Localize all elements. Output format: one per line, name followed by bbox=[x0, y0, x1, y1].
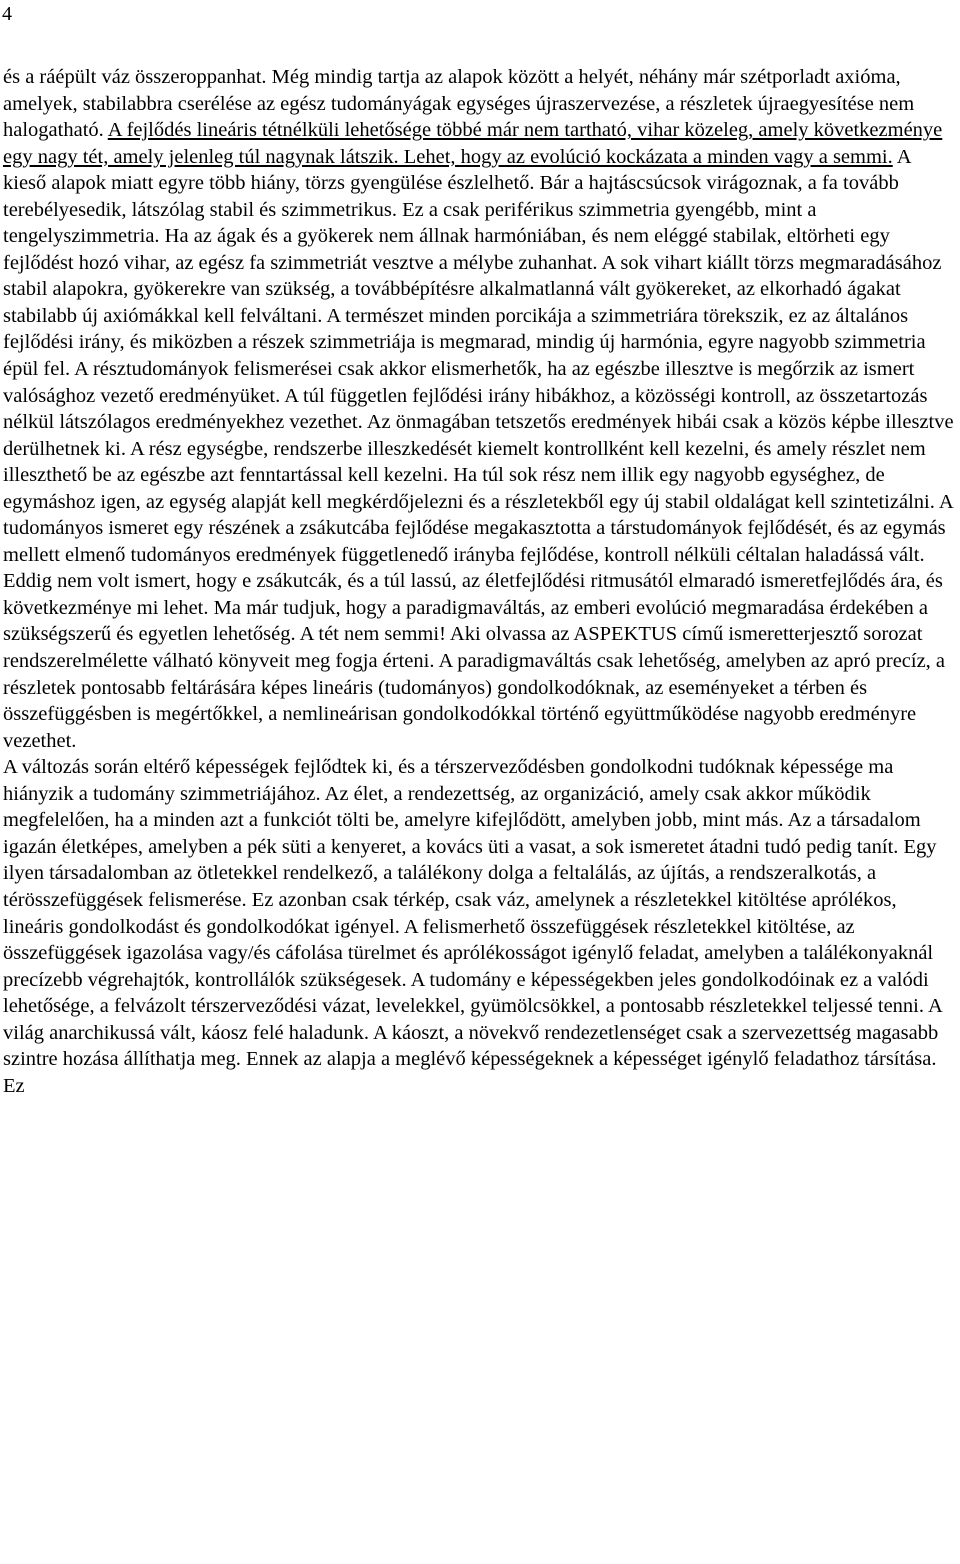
paragraph-1-text-b: A kieső alapok miatt egyre több hiány, törzs gyengülése észlelhető. Bár a hajtáscsúcsok virágoznak, a fa tovább terebélyesedik, látszólag stabil és szimmetrikus. Ez a csak periférikus szimmetria gyengébb, mint a tengelyszimmetria. Ha az ágak és a gyökerek nem állnak harmóniában, és nem eléggé stabilak, eltörheti egy fejlődést hozó vihar, az egész fa szimmetriát vesztve a mélybe zuhanhat. A sok vihart kiállt törzs megmaradásához stabil alapokra, gyökerekre van szükség, a továbbépítésre alkalmatlanná vált gyökereket, az elkorhadó ágakat stabilabb új axiómákkal kell felváltani. A természet minden porcikája a szimmetriára törekszik, ez az általános fejlődési irány, és miközben a részek szimmetriája is megmarad, mindig új harmónia, egyre nagyobb szimmetria épül fel. A résztudományok felismerései csak akkor elismerhetők, ha az egészbe illesztve is megőrzik az ismert valósághoz vezető eredményüket. A túl független fejlődési irány hibákhoz, a közösségi kontroll, az összetartozás nélkül látszólagos eredményekhez vezethet. Az önmagában tetszetős eredmények hibái csak a közös képbe illesztve derülhetnek ki. A rész egységbe, rendszerbe illeszkedését kiemelt kontrollként kell kezelni, és amely részlet nem illeszthető be az egészbe azt fenntartással kell kezelni. Ha túl sok rész nem illik egy nagyobb egységhez, de egymáshoz igen, az egység alapját kell megkérdőjelezni és a részletekből egy új stabil oldalágat kell szintetizálni. A tudományos ismeret egy részének a zsákutcába fejlődése megakasztotta a társtudományok fejlődését, és az egymás mellett elmenő tudományos eredmények függetlenedő irányba fejlődése, kontroll nélküli céltalan haladássá vált. Eddig nem volt ismert, hogy e zsákutcák, és a túl lassú, az életfejlődési ritmusától elmaradó ismeretfejlődés ára, és következménye mi lehet. Ma már tudjuk, hogy a paradigmaváltás, az emberi evolúció megmaradása érdekében a szükségszerű és egyetlen lehetőség. A tét nem semmi! Aki olvassa az ASPEKTUS című ismeretterjesztő sorozat rendszerelmélette válható könyveit meg fogja érteni. A paradigmaváltás csak lehetőség, amelyben az apró precíz, a részletek pontosabb feltárására képes lineáris (tudományos) gondolkodóknak, az eseményeket a térben és összefüggésben is megértőkkel, a nemlineárisan gondolkodókkal történő együttműködése nagyobb eredményre vezethet. bbox=[3, 145, 954, 752]
paragraph-1 bbox=[3, 64, 955, 754]
underlined-passage: A fejlődés lineáris tétnélküli lehetősége többé már nem tartható, vihar közeleg, amely következménye egy nagy tét, amely jelenleg túl nagynak látszik. Lehet, hogy az evolúció kockázata a minden vagy a semmi. bbox=[3, 119, 943, 168]
body-text bbox=[3, 64, 955, 1099]
page-number: 4 bbox=[2, 3, 12, 25]
paragraph-2: A változás során eltérő képességek fejlődtek ki, és a térszerveződésben gondolkodni tudóknak képessége ma hiányzik a tudomány szimmetriájához. Az élet, a rendezettség, az organizáció, amely csak akkor működik megfelelően, ha a minden azt a funkciót tölti be, amelyre kifejlődött, amelyben jobb, mint más. Az a társadalom igazán életképes, amelyben a pék süti a kenyeret, a kovács üti a vasat, a sok ismeretet átadni tudó pedig tanít. Egy ilyen társadalomban az ötletekkel rendelkező, a találékony dolga a feltalálás, az újítás, a rendszeralkotás, a térösszefüggések felismerése. Ez azonban csak térkép, csak váz, amelynek a részletekkel kitöltése aprólékos, lineáris gondolkodást és gondolkodókat igényel. A felismerhető összefüggések részletekkel kitöltése, az összefüggések igazolása vagy/és cáfolása türelmet és aprólékosságot igénylő feladat, amelyben a találékonyaknál precízebb végrehajtók, kontrollálók szükségesek. A tudomány e képességekben jeles gondolkodóinak ez a valódi lehetősége, a felvázolt térszerveződési vázat, levelekkel, gyümölcsökkel, a pontosabb részletekkel teljessé tenni. A világ anarchikussá vált, káosz felé haladunk. A káoszt, a növekvő rendezetlenséget csak a szervezettség magasabb szintre hozása állíthatja meg. Ennek az alapja a meglévő képességeknek a képességet igénylő feladathoz társítása. Ez bbox=[3, 756, 942, 1097]
paragraph-1-text-a: és a ráépült váz összeroppanhat. Még mindig tartja az alapok között a helyét, néhány már szétporladt axióma, amelyek, stabilabbra cserélése az egész tudományágak egységes újraszervezése, a részletek újraegyesítése nem halogatható. bbox=[3, 66, 915, 142]
